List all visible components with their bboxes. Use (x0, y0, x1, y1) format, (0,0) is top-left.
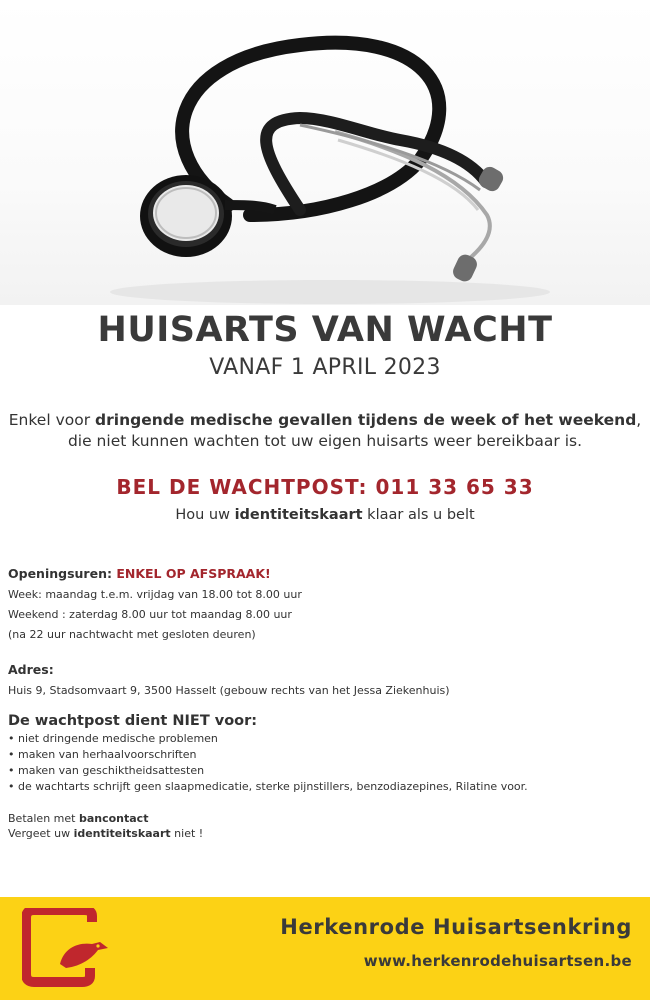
hero-image (0, 0, 650, 305)
not-for-heading: De wachtpost dient NIET voor: (8, 713, 258, 729)
stethoscope-icon (0, 0, 650, 305)
organization-name: Herkenrode Huisartsenkring (280, 915, 632, 939)
id-card-line: Vergeet uw identiteitskaart niet ! (8, 827, 204, 840)
opening-line-week: Week: maandag t.e.m. vrijdag van 18.00 tot 8.00 uur (8, 588, 302, 601)
opening-line-weekend: Weekend : zaterdag 8.00 uur tot maandag 8.00 uur (8, 608, 292, 621)
not-for-list (8, 731, 638, 795)
payment-line: Betalen met bancontact (8, 812, 149, 825)
not-for-section (8, 711, 638, 795)
page-title: HUISARTS VAN WACHT (97, 310, 553, 350)
list-item: • maken van geschiktheidsattesten (8, 763, 638, 779)
list-item: • niet dringende medische problemen (8, 731, 638, 747)
opening-hours-section (8, 565, 638, 645)
address-text: Huis 9, Stadsomvaart 9, 3500 Hasselt (gebouw rechts van het Jessa Ziekenhuis) (8, 684, 450, 697)
list-item: • maken van herhaalvoorschriften (8, 747, 638, 763)
address-heading: Adres: (8, 662, 54, 677)
list-item: • de wachtarts schrijft geen slaapmedicatie, sterke pijnstillers, benzodiazepines, Rilatine voor. (8, 779, 638, 795)
opening-line-night: (na 22 uur nachtwacht met gesloten deuren) (8, 628, 256, 641)
footer-banner (0, 897, 650, 1000)
intro-line-1: Enkel voor dringende medische gevallen tijdens de week of het weekend, (8, 411, 642, 429)
herkenrode-logo-icon (22, 908, 112, 988)
id-reminder: Hou uw identiteitskaart klaar als u belt (175, 507, 475, 523)
call-number: BEL DE WACHTPOST: 011 33 65 33 (116, 475, 534, 499)
payment-section (8, 811, 638, 841)
page-subtitle: VANAF 1 APRIL 2023 (209, 355, 441, 380)
opening-hours-heading: Openingsuren: ENKEL OP AFSPRAAK! (8, 566, 271, 581)
address-section (8, 661, 638, 701)
intro-line-2: die niet kunnen wachten tot uw eigen huisarts weer bereikbaar is. (67, 432, 583, 450)
appointment-notice: ENKEL OP AFSPRAAK! (116, 566, 271, 581)
intro-text (0, 410, 650, 452)
website-link[interactable]: www.herkenrodehuisartsen.be (363, 952, 632, 970)
